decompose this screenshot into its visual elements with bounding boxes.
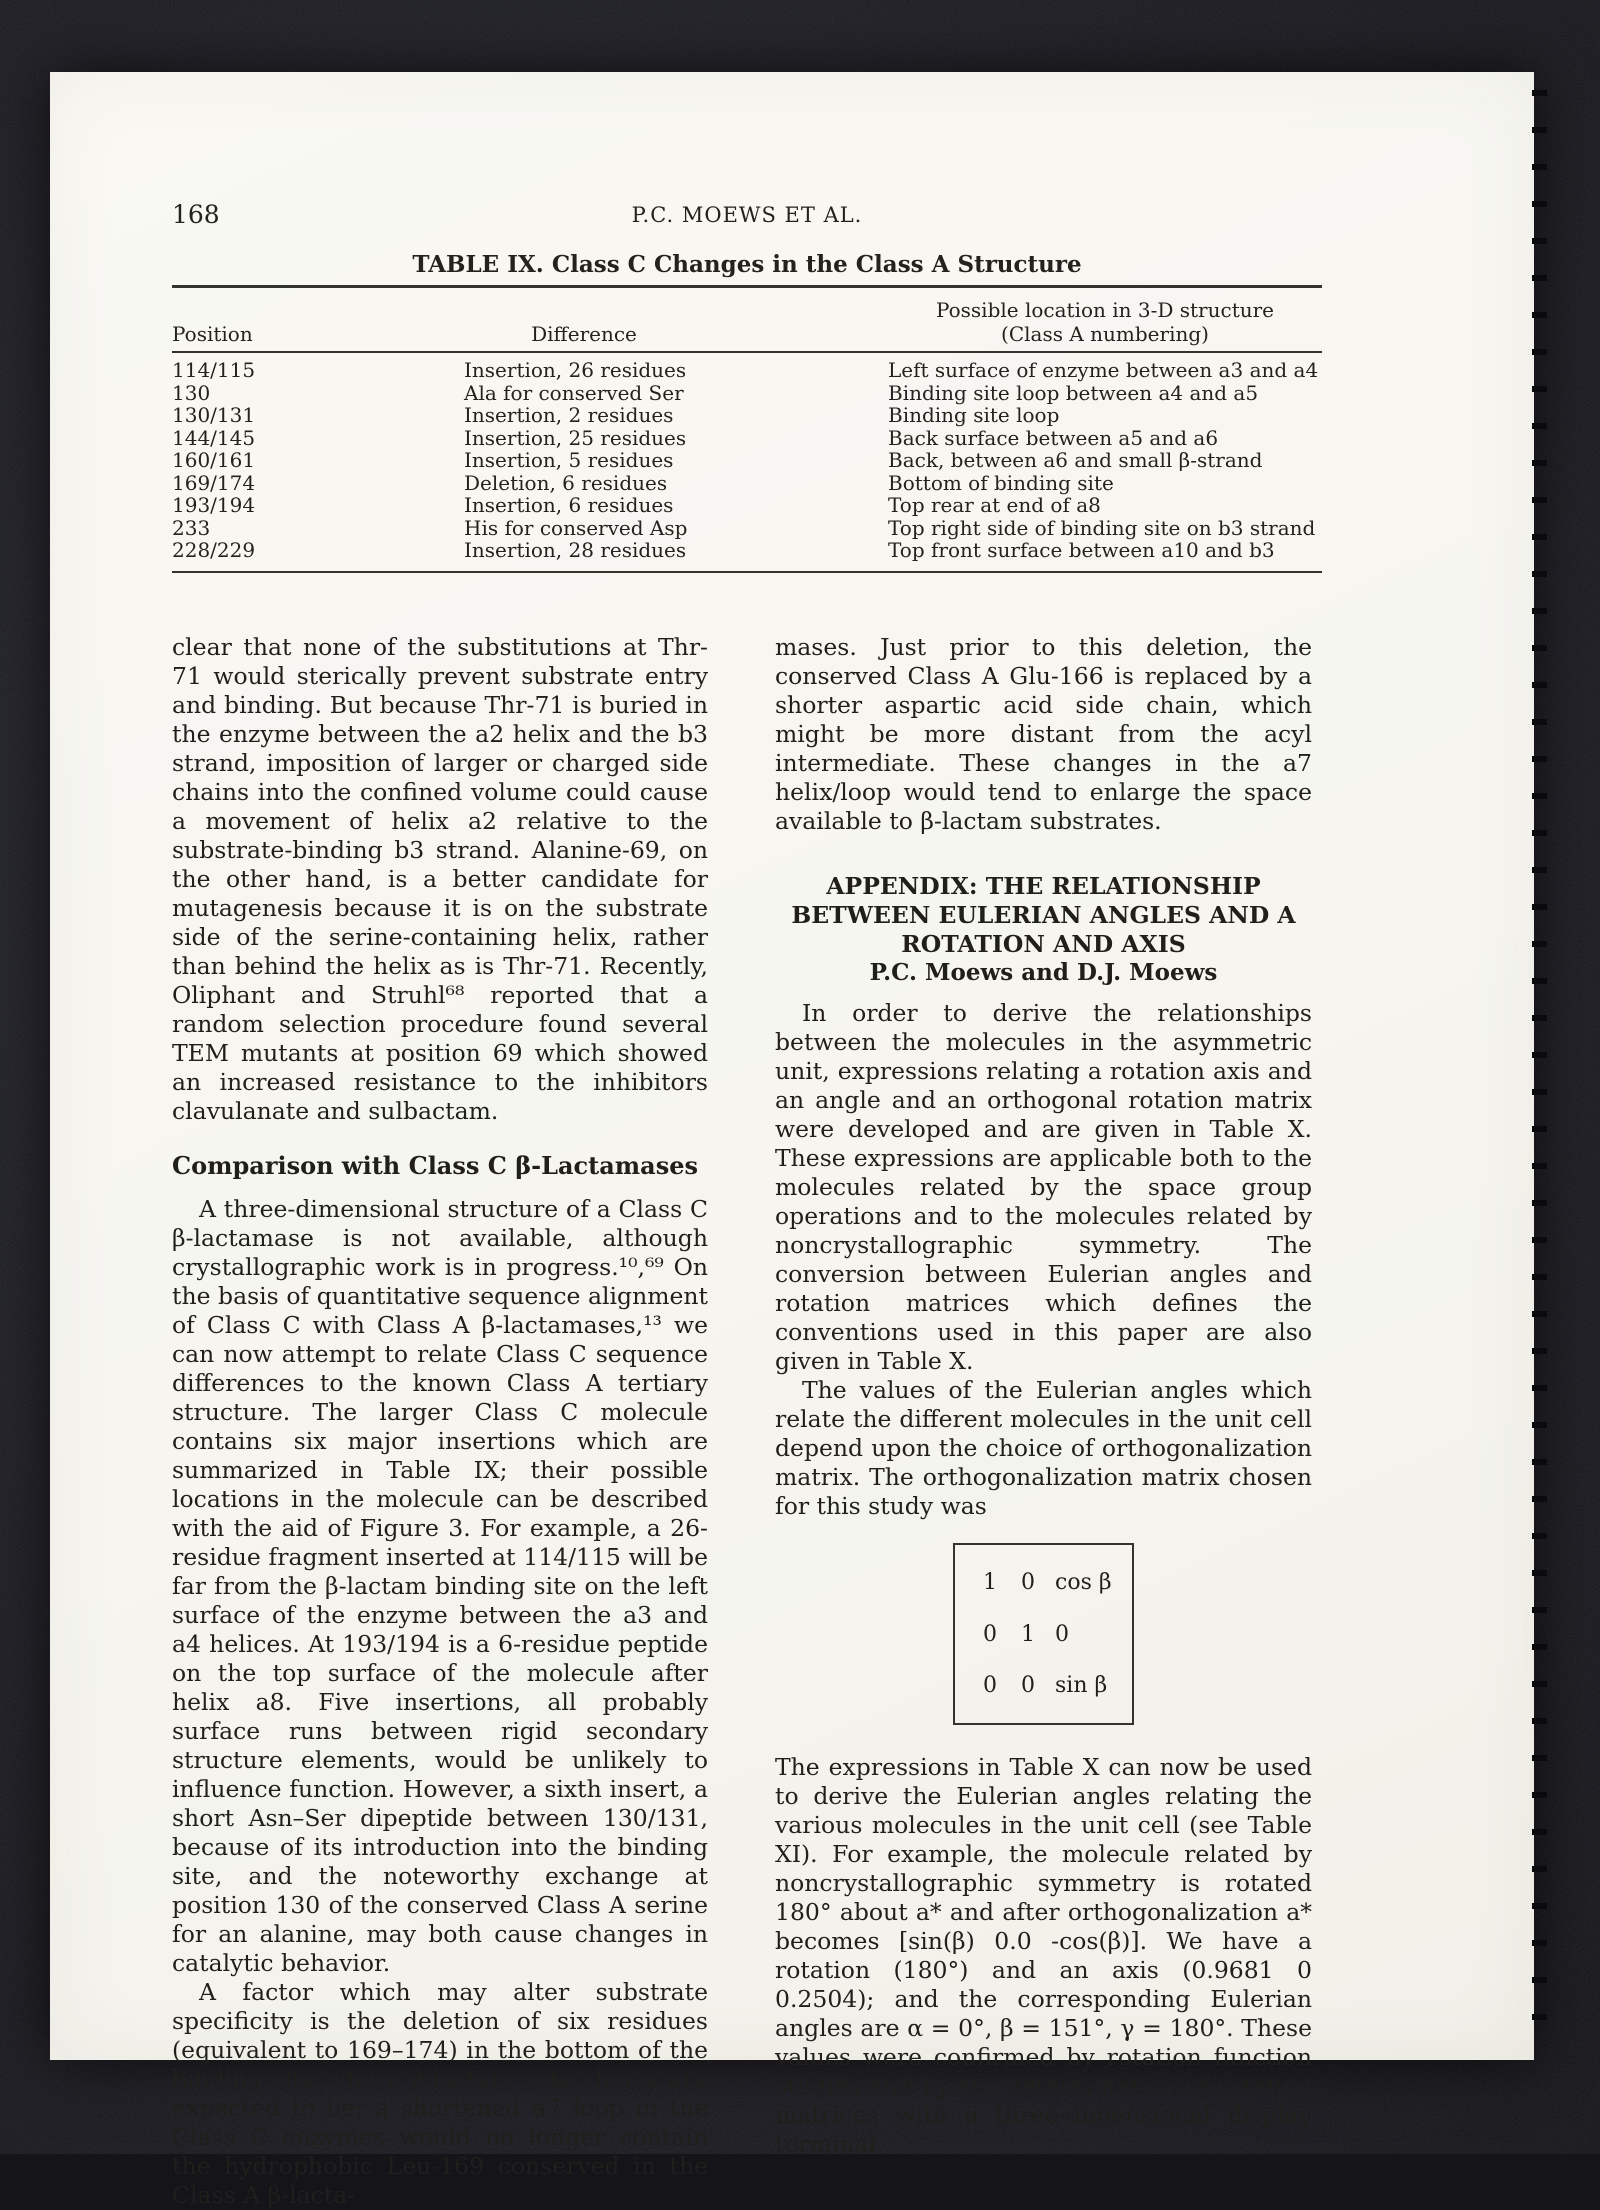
paragraph-lactamases-continuation: mases. Just prior to this deletion, the conserved Class A Glu-166 is replaced by a shorter aspartic acid side chain, which might be more distant from the acyl intermediate. These changes in the a7 helix/loop would tend to enlarge the space available to β-lactam substrates. <box>775 633 1312 835</box>
cell-position: 169/174 <box>172 470 256 495</box>
cell-difference: Ala for conserved Ser <box>464 380 684 405</box>
paragraph-table-x-expressions: The expressions in Table X can now be used to derive the Eulerian angles relating the various molecules in the unit cell (see Table XI). For example, the molecule related by noncrystallographic symmetry is rotated 180° about a* and after orthogonalization a* becomes [sin(β) 0.0 -cos(β)]. We have a rotation (180°) and an axis (0.9681 0 0.2504); and the corresponding Eulerian angles are α = 0°, β = 151°, γ = 180°. These values were confirmed by rotation function studies and by the determination of rotation matrices with a three-dimensional display terminal. <box>775 1753 1312 2158</box>
cell-difference: Insertion, 5 residues <box>464 448 674 472</box>
appendix-heading <box>775 872 1312 959</box>
table-bottom-rule <box>172 571 1322 573</box>
matrix-cell: 0 <box>1055 1621 1069 1647</box>
cell-location: Binding site loop between a4 and a5 <box>888 380 1259 405</box>
table-row <box>172 382 1322 405</box>
cell-difference: Insertion, 25 residues <box>464 425 687 450</box>
cell-location: Bottom of binding site <box>888 470 1114 495</box>
table-header-location-line1: Possible location in 3-D structure <box>935 298 1275 322</box>
table-body <box>172 353 1322 562</box>
cell-location: Top front surface between a10 and b3 <box>888 538 1275 562</box>
cell-difference: Insertion, 28 residues <box>464 538 687 562</box>
cell-position: 114/115 <box>172 358 256 382</box>
matrix-row <box>955 1671 1132 1700</box>
matrix-cell: 0 <box>1021 1673 1035 1699</box>
table-header-position: Position <box>172 322 253 346</box>
cell-difference: Deletion, 6 residues <box>464 470 668 495</box>
cell-position: 160/161 <box>172 448 256 472</box>
table-header-difference: Difference <box>531 322 637 346</box>
cell-position: 233 <box>172 515 211 540</box>
appendix-heading-line1: APPENDIX: THE RELATIONSHIP <box>826 872 1261 900</box>
matrix-cell: 1 <box>983 1569 997 1595</box>
cell-location: Left surface of enzyme between a3 and a4 <box>888 358 1319 382</box>
table-ix <box>172 285 1322 573</box>
matrix-row <box>955 1620 1132 1649</box>
cell-location: Back, between a6 and small β-strand <box>888 448 1263 472</box>
cell-difference: Insertion, 2 residues <box>464 403 674 427</box>
paragraph-eulerian-values: The values of the Eulerian angles which relate the different molecules in the unit cell depend upon the choice of orthogonalization matrix. The orthogonalization matrix chosen for this study was <box>775 1376 1312 1520</box>
paragraph-substrate-specificity: A factor which may alter substrate specificity is the deletion of six residues (equivalent to 169–174) in the bottom of the binding site where β-lactam side chains are expected to lie; a shortened a7 loop in the Class C enzymes would no longer contain the hydrophobic Leu-169 conserved in the Class A β-lacta- <box>172 1978 708 2209</box>
matrix-cell: 0 <box>983 1621 997 1647</box>
page-header <box>172 200 1322 232</box>
appendix-heading-line3: ROTATION AND AXIS <box>901 930 1186 958</box>
paragraph-derive-relationships: In order to derive the relationships between the molecules in the asymmetric unit, expressions relating a rotation axis and an angle and an orthogonal rotation matrix were developed and are given in Table X. These expressions are applicable both to the molecules related by the space group operations and to the molecules related by noncrystallographic symmetry. The conversion between Eulerian angles and rotation matrices which defines the conventions used in this paper are also given in Table X. <box>775 999 1312 1375</box>
right-text-column <box>775 633 1312 2159</box>
cell-location: Binding site loop <box>888 403 1060 427</box>
cell-position: 228/229 <box>172 538 256 562</box>
table-row <box>172 539 1322 562</box>
matrix-row <box>955 1568 1132 1597</box>
table-row <box>172 517 1322 540</box>
cell-location: Back surface between a5 and a6 <box>888 425 1219 450</box>
table-row <box>172 404 1322 427</box>
cell-position: 130 <box>172 380 211 405</box>
cell-difference: His for conserved Asp <box>464 515 688 540</box>
page-number: 168 <box>172 200 220 229</box>
appendix-heading-line2: BETWEEN EULERIAN ANGLES AND A <box>791 901 1296 929</box>
cell-location: Top rear at end of a8 <box>888 493 1101 517</box>
table-row <box>172 494 1322 517</box>
matrix-cell: sin β <box>1055 1673 1108 1699</box>
paragraph-class-c-structure: A three-dimensional structure of a Class C β-lactamase is not available, although crystallographic work is in progress.¹⁰,⁶⁹ On the basis of quantitative sequence alignment of Class C with Class A β-lactamases,¹³ we can now attempt to relate Class C sequence differences to the known Class A tertiary structure. The larger Class C molecule contains six major insertions which are summarized in Table IX; their possible locations in the molecule can be described with the aid of Figure 3. For example, a 26-residue fragment inserted at 114/115 will be far from the β-lactam binding site on the left surface of the enzyme between the a3 and a4 helices. At 193/194 is a 6-residue peptide on the top surface of the molecule after helix a8. Five insertions, all probably surface runs between rigid secondary structure elements, would be unlikely to influence function. However, a sixth insert, a short Asn–Ser dipeptide between 130/131, because of its introduction into the binding site, and the noteworthy exchange at position 130 of the conserved Class A serine for an alanine, may both cause changes in catalytic behavior. <box>172 1195 708 1977</box>
matrix-cell: 0 <box>983 1673 997 1699</box>
cell-position: 130/131 <box>172 403 256 427</box>
table-title: TABLE IX. Class C Changes in the Class A Structure <box>412 251 1082 278</box>
cell-location: Top right side of binding site on b3 strand <box>888 515 1316 540</box>
left-text-column <box>172 633 708 2210</box>
cell-difference: Insertion, 6 residues <box>464 493 674 517</box>
table-row <box>172 449 1322 472</box>
matrix-cell: 1 <box>1021 1621 1035 1647</box>
appendix-authors: P.C. Moews and D.J. Moews <box>869 959 1218 986</box>
running-head: P.C. MOEWS ET AL. <box>631 203 863 227</box>
orthogonalization-matrix <box>953 1543 1134 1725</box>
cell-position: 193/194 <box>172 493 256 517</box>
paragraph-thr71-continuation: clear that none of the substitutions at Thr-71 would sterically prevent substrate entry and binding. But because Thr-71 is buried in the enzyme between the a2 helix and the b3 strand, imposition of larger or charged side chains into the confined volume could cause a movement of helix a2 relative to the substrate-binding b3 strand. Alanine-69, on the other hand, is a better candidate for mutagenesis because it is on the substrate side of the serine-containing helix, rather than behind the helix as is Thr-71. Recently, Oliphant and Struhl⁶⁸ reported that a random selection procedure found several TEM mutants at position 69 which showed an increased resistance to the inhibitors clavulanate and sulbactam. <box>172 633 708 1125</box>
section-heading-class-c-comparison: Comparison with Class C β-Lactamases <box>172 1151 699 1180</box>
table-header-location <box>888 298 1322 346</box>
table-row <box>172 427 1322 450</box>
table-header-location-line2: (Class A numbering) <box>1001 322 1209 346</box>
page-edge-perforation-marks <box>1532 90 1547 2048</box>
cell-position: 144/145 <box>172 425 256 450</box>
table-header-row <box>172 288 1322 346</box>
paper-page <box>50 72 1534 2209</box>
table-row <box>172 359 1322 382</box>
cell-difference: Insertion, 26 residues <box>464 358 687 382</box>
matrix-cell: cos β <box>1055 1569 1112 1595</box>
table-row <box>172 472 1322 495</box>
matrix-cell: 0 <box>1021 1569 1035 1595</box>
